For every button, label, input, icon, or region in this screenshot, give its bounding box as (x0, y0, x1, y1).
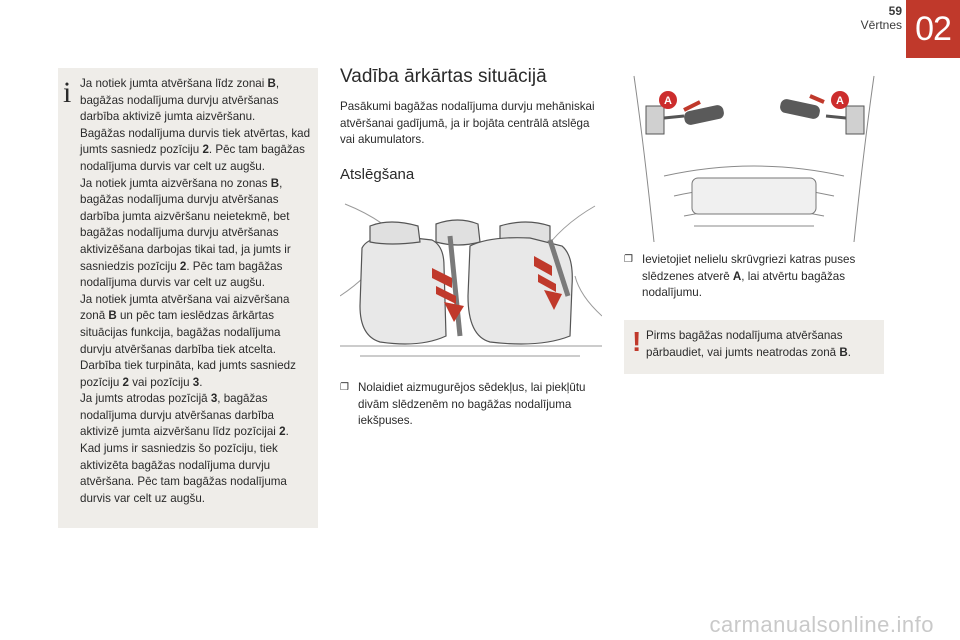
warning-icon: ! (632, 326, 642, 357)
instruction-fold-seats (340, 380, 602, 430)
body-line (634, 76, 654, 242)
right-arrow (810, 96, 824, 102)
trunk-drawing (624, 66, 884, 242)
subsection-title: Atslēgšana (340, 166, 415, 183)
trunk-lid (692, 178, 816, 214)
info-box-text (80, 76, 312, 507)
right-lock (846, 106, 864, 134)
left-headrest (370, 222, 420, 244)
left-arrow (684, 102, 700, 110)
info-paragraph: Ja notiek jumta aizvēršana no zonas B, bagāžas nodalījuma durvju atvēršanas darbība jumta aizvēršanu neietekmē, bet bagāžas nodalījuma durvju atvēršanas aktivizēšana darbojas tikai tad, ja jumts ir sasniedzis pozīciju 2. Pēc tam bagāžas nodalījuma durvis var celt uz augšu. (80, 176, 291, 290)
info-paragraph: Ja notiek jumta atvēršana līdz zonai B, bagāžas nodalījuma durvju atvēršanas darbība aktivizē jumta aizvēršanu. (80, 77, 280, 124)
bullet-marker: ❐ (340, 382, 349, 393)
left-seat-back (360, 236, 446, 344)
info-paragraph: Kad jums ir sasniedzis šo pozīciju, tiek aktivizēta bagāžas nodalījuma durvju atvēršana. Pēc tam bagāžas nodalījuma durvis var celt uz augšu. (80, 442, 287, 505)
info-paragraph: Bagāžas nodalījuma durvis tiek atvērtas, kad jumts sasniedz pozīciju 2. Pēc tam bagāžas nodalījuma durvis var celt uz augšu. (80, 126, 311, 173)
label-a-left: A (664, 95, 672, 107)
info-box (58, 68, 318, 528)
body-line (854, 76, 874, 242)
instruction-insert-screwdriver (624, 252, 884, 302)
center-headrest (436, 220, 480, 245)
trunk-locks-illustration (624, 66, 884, 242)
warning-box (624, 320, 884, 374)
label-a-right: A (836, 95, 844, 107)
page-number: 59 (888, 4, 902, 18)
left-screwdriver-shaft (664, 116, 684, 118)
info-icon: i (63, 76, 72, 109)
warning-text: Pirms bagāžas nodalījuma atvēršanas pārbaudiet, vai jumts neatrodas zonā B. (646, 329, 851, 359)
right-screwdriver-handle (779, 98, 821, 120)
intro-paragraph: Pasākumi bagāžas nodalījuma durvju mehāniskai atvēršanai gadījumā, ja ir bojāta centrālā atslēga vai akumulators. (340, 100, 595, 147)
chapter-tab: 02 (906, 0, 960, 58)
info-paragraph: Ja jumts atrodas pozīcijā 3, bagāžas nodalījuma durvju atvēršanas darbība aktivizē jumta aizvēršanu līdz pozīcijai 2. (80, 392, 289, 439)
bullet-marker: ❐ (624, 254, 633, 265)
instruction-text: Nolaidiet aizmugurējos sēdekļus, lai piekļūtu divām slēdzenēm no bagāžas nodalījuma iekšpuses. (358, 381, 586, 428)
right-screwdriver-shaft (826, 116, 846, 118)
arrow-head (444, 302, 464, 322)
rear-seats-drawing (340, 196, 602, 366)
section-title: Vadība ārkārtas situācijā (340, 66, 547, 87)
section-name: Vērtnes (860, 18, 902, 32)
info-paragraph: Ja notiek jumta atvēršana vai aizvēršana zonā B un pēc tam ieslēdzas ārkārtas situācijas funkcija, bagāžas nodalījuma durvju atvēršanas darbība tiek atcelta. Darbība tiek turpināta, kad jumts sasniedz pozīciju 2 vai pozīciju 3. (80, 292, 296, 389)
body-line (575, 276, 602, 316)
trunk-edge (664, 166, 844, 176)
instruction-text: Ievietojiet nelielu skrūvgriezi katras puses slēdzenes atverē A, lai atvērtu bagāžas nodalījumu. (642, 253, 856, 300)
left-lock (646, 106, 664, 134)
watermark: carmanualsonline.info (709, 612, 934, 637)
rear-seats-illustration (340, 196, 602, 366)
